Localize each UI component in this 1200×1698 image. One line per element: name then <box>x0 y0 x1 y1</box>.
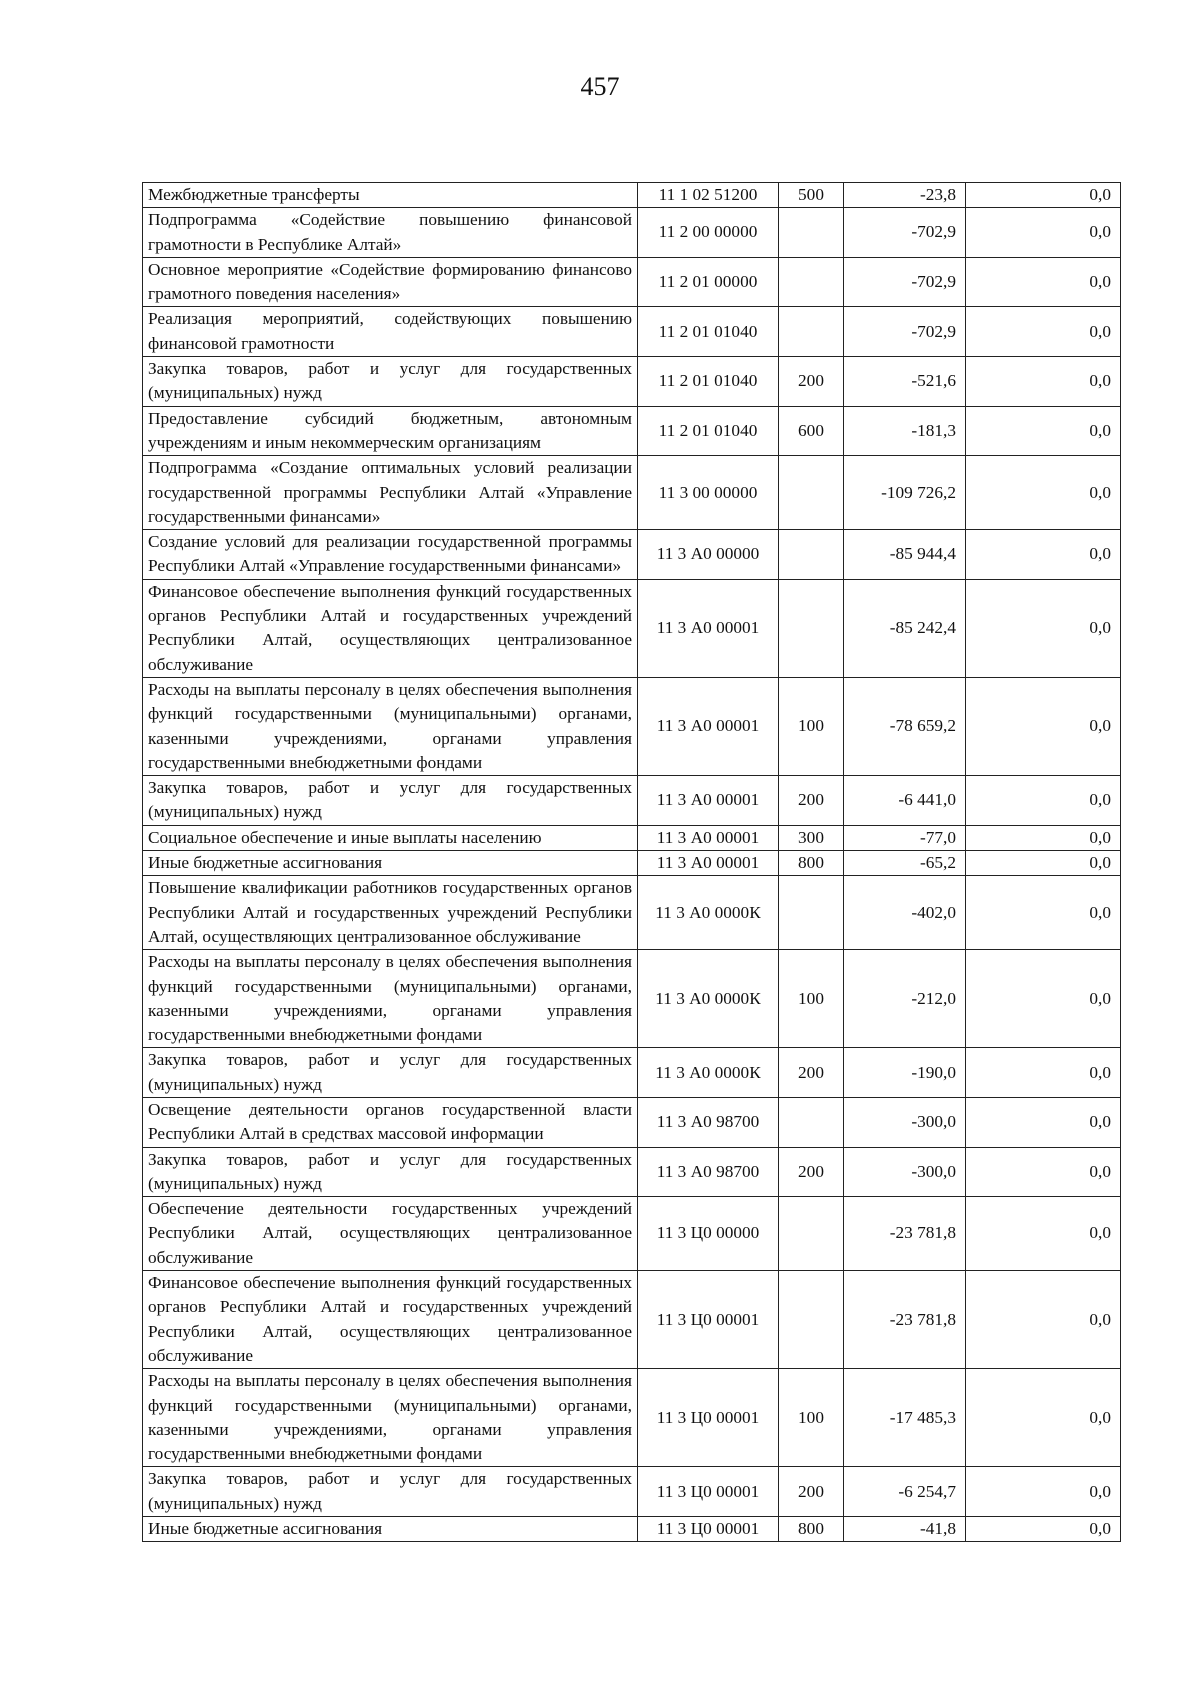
row-code-cell: 11 3 А0 00001 <box>638 776 779 826</box>
row-name-cell: Создание условий для реализации государственной программы Республики Алтай «Управление государственными финансами» <box>143 530 638 580</box>
row-amount-2-cell: 0,0 <box>966 825 1121 850</box>
row-name-cell: Предоставление субсидий бюджетным, автономным учреждениям и иным некоммерческим организациям <box>143 406 638 456</box>
row-amount-1-cell: -17 485,3 <box>844 1369 966 1467</box>
table-row <box>143 876 1121 950</box>
table-body <box>143 183 1121 1542</box>
row-amount-2-cell: 0,0 <box>966 677 1121 775</box>
row-amount-1-cell: -702,9 <box>844 208 966 258</box>
row-name-cell: Финансовое обеспечение выполнения функций государственных органов Республики Алтай и государственных учреждений Республики Алтай, осуществляющих централизованное обслуживание <box>143 579 638 677</box>
row-amount-2-cell: 0,0 <box>966 357 1121 407</box>
row-expense-type-cell: 800 <box>779 1517 844 1542</box>
row-name-cell: Закупка товаров, работ и услуг для государственных (муниципальных) нужд <box>143 776 638 826</box>
row-expense-type-cell <box>779 579 844 677</box>
row-name-cell: Подпрограмма «Создание оптимальных условий реализации государственной программы Республики Алтай «Управление государственными финансами» <box>143 456 638 530</box>
row-amount-1-cell: -23,8 <box>844 183 966 208</box>
row-expense-type-cell: 600 <box>779 406 844 456</box>
row-name-cell: Межбюджетные трансферты <box>143 183 638 208</box>
row-code-cell: 11 2 01 01040 <box>638 406 779 456</box>
row-amount-2-cell: 0,0 <box>966 776 1121 826</box>
row-amount-1-cell: -85 242,4 <box>844 579 966 677</box>
row-code-cell: 11 3 Ц0 00001 <box>638 1467 779 1517</box>
row-expense-type-cell <box>779 208 844 258</box>
row-name-cell: Расходы на выплаты персоналу в целях обеспечения выполнения функций государственными (муниципальными) органами, казенными учреждениями, органами управления государственными внебюджетными фондами <box>143 677 638 775</box>
row-amount-1-cell: -300,0 <box>844 1147 966 1197</box>
table-row <box>143 950 1121 1048</box>
table-row <box>143 825 1121 850</box>
table-row <box>143 183 1121 208</box>
row-code-cell: 11 2 00 00000 <box>638 208 779 258</box>
row-name-cell: Закупка товаров, работ и услуг для государственных (муниципальных) нужд <box>143 1048 638 1098</box>
row-expense-type-cell <box>779 876 844 950</box>
row-amount-1-cell: -181,3 <box>844 406 966 456</box>
table-row <box>143 677 1121 775</box>
row-amount-1-cell: -702,9 <box>844 307 966 357</box>
row-amount-1-cell: -402,0 <box>844 876 966 950</box>
row-amount-2-cell: 0,0 <box>966 406 1121 456</box>
row-amount-2-cell: 0,0 <box>966 530 1121 580</box>
row-amount-2-cell: 0,0 <box>966 1517 1121 1542</box>
row-code-cell: 11 2 01 01040 <box>638 307 779 357</box>
row-amount-1-cell: -77,0 <box>844 825 966 850</box>
row-amount-2-cell: 0,0 <box>966 307 1121 357</box>
row-amount-1-cell: -109 726,2 <box>844 456 966 530</box>
row-amount-1-cell: -212,0 <box>844 950 966 1048</box>
table-row <box>143 1369 1121 1467</box>
row-name-cell: Обеспечение деятельности государственных учреждений Республики Алтай, осуществляющих централизованное обслуживание <box>143 1197 638 1271</box>
row-expense-type-cell <box>779 307 844 357</box>
row-expense-type-cell: 200 <box>779 1147 844 1197</box>
table-row <box>143 1048 1121 1098</box>
table-row <box>143 1147 1121 1197</box>
row-amount-2-cell: 0,0 <box>966 851 1121 876</box>
row-name-cell: Расходы на выплаты персоналу в целях обеспечения выполнения функций государственными (муниципальными) органами, казенными учреждениями, органами управления государственными внебюджетными фондами <box>143 1369 638 1467</box>
row-amount-1-cell: -23 781,8 <box>844 1271 966 1369</box>
row-expense-type-cell: 100 <box>779 1369 844 1467</box>
row-expense-type-cell: 200 <box>779 776 844 826</box>
row-code-cell: 11 3 А0 98700 <box>638 1097 779 1147</box>
row-code-cell: 11 3 00 00000 <box>638 456 779 530</box>
row-expense-type-cell <box>779 530 844 580</box>
row-amount-1-cell: -190,0 <box>844 1048 966 1098</box>
row-amount-2-cell: 0,0 <box>966 257 1121 307</box>
row-amount-2-cell: 0,0 <box>966 1048 1121 1098</box>
row-code-cell: 11 3 А0 0000К <box>638 950 779 1048</box>
page-number: 457 <box>580 72 620 101</box>
row-code-cell: 11 1 02 51200 <box>638 183 779 208</box>
table-row <box>143 1197 1121 1271</box>
row-code-cell: 11 3 Ц0 00001 <box>638 1369 779 1467</box>
row-name-cell: Финансовое обеспечение выполнения функций государственных органов Республики Алтай и государственных учреждений Республики Алтай, осуществляющих централизованное обслуживание <box>143 1271 638 1369</box>
row-code-cell: 11 3 А0 00001 <box>638 851 779 876</box>
table-row <box>143 851 1121 876</box>
row-name-cell: Закупка товаров, работ и услуг для государственных (муниципальных) нужд <box>143 1147 638 1197</box>
row-amount-2-cell: 0,0 <box>966 1467 1121 1517</box>
row-expense-type-cell <box>779 1197 844 1271</box>
row-code-cell: 11 3 А0 00000 <box>638 530 779 580</box>
row-name-cell: Основное мероприятие «Содействие формированию финансово грамотного поведения населения» <box>143 257 638 307</box>
row-expense-type-cell: 200 <box>779 1048 844 1098</box>
table-row <box>143 776 1121 826</box>
row-amount-2-cell: 0,0 <box>966 579 1121 677</box>
row-amount-2-cell: 0,0 <box>966 1369 1121 1467</box>
table-row <box>143 257 1121 307</box>
table-row <box>143 456 1121 530</box>
row-name-cell: Закупка товаров, работ и услуг для государственных (муниципальных) нужд <box>143 1467 638 1517</box>
row-expense-type-cell: 500 <box>779 183 844 208</box>
table-row <box>143 406 1121 456</box>
row-name-cell: Освещение деятельности органов государственной власти Республики Алтай в средствах массовой информации <box>143 1097 638 1147</box>
row-amount-2-cell: 0,0 <box>966 1271 1121 1369</box>
row-code-cell: 11 3 А0 00001 <box>638 677 779 775</box>
row-name-cell: Социальное обеспечение и иные выплаты населению <box>143 825 638 850</box>
table-row <box>143 530 1121 580</box>
row-expense-type-cell: 200 <box>779 1467 844 1517</box>
row-name-cell: Иные бюджетные ассигнования <box>143 851 638 876</box>
row-name-cell: Расходы на выплаты персоналу в целях обеспечения выполнения функций государственными (муниципальными) органами, казенными учреждениями, органами управления государственными внебюджетными фондами <box>143 950 638 1048</box>
table-row <box>143 307 1121 357</box>
row-code-cell: 11 3 А0 00001 <box>638 579 779 677</box>
table-row <box>143 1517 1121 1542</box>
row-expense-type-cell: 200 <box>779 357 844 407</box>
row-name-cell: Реализация мероприятий, содействующих повышению финансовой грамотности <box>143 307 638 357</box>
row-amount-1-cell: -521,6 <box>844 357 966 407</box>
row-amount-1-cell: -23 781,8 <box>844 1197 966 1271</box>
row-name-cell: Иные бюджетные ассигнования <box>143 1517 638 1542</box>
row-name-cell: Закупка товаров, работ и услуг для государственных (муниципальных) нужд <box>143 357 638 407</box>
row-amount-1-cell: -78 659,2 <box>844 677 966 775</box>
row-amount-2-cell: 0,0 <box>966 183 1121 208</box>
row-amount-2-cell: 0,0 <box>966 876 1121 950</box>
row-expense-type-cell <box>779 456 844 530</box>
row-amount-1-cell: -300,0 <box>844 1097 966 1147</box>
row-expense-type-cell: 100 <box>779 677 844 775</box>
row-amount-1-cell: -85 944,4 <box>844 530 966 580</box>
row-amount-2-cell: 0,0 <box>966 1147 1121 1197</box>
table-row <box>143 357 1121 407</box>
row-amount-1-cell: -6 254,7 <box>844 1467 966 1517</box>
table-row <box>143 1097 1121 1147</box>
row-expense-type-cell <box>779 1271 844 1369</box>
row-code-cell: 11 2 01 00000 <box>638 257 779 307</box>
row-amount-2-cell: 0,0 <box>966 1097 1121 1147</box>
table-row <box>143 208 1121 258</box>
row-amount-2-cell: 0,0 <box>966 456 1121 530</box>
row-amount-2-cell: 0,0 <box>966 950 1121 1048</box>
row-code-cell: 11 2 01 01040 <box>638 357 779 407</box>
row-expense-type-cell <box>779 1097 844 1147</box>
budget-table <box>142 182 1121 1542</box>
row-code-cell: 11 3 А0 0000К <box>638 1048 779 1098</box>
row-code-cell: 11 3 А0 00001 <box>638 825 779 850</box>
row-code-cell: 11 3 Ц0 00001 <box>638 1517 779 1542</box>
row-amount-1-cell: -702,9 <box>844 257 966 307</box>
table-row <box>143 579 1121 677</box>
row-name-cell: Подпрограмма «Содействие повышению финансовой грамотности в Республике Алтай» <box>143 208 638 258</box>
row-expense-type-cell: 800 <box>779 851 844 876</box>
row-expense-type-cell <box>779 257 844 307</box>
row-code-cell: 11 3 А0 98700 <box>638 1147 779 1197</box>
row-amount-1-cell: -6 441,0 <box>844 776 966 826</box>
row-amount-1-cell: -41,8 <box>844 1517 966 1542</box>
row-code-cell: 11 3 А0 0000К <box>638 876 779 950</box>
row-code-cell: 11 3 Ц0 00000 <box>638 1197 779 1271</box>
row-expense-type-cell: 300 <box>779 825 844 850</box>
table-row <box>143 1271 1121 1369</box>
table-row <box>143 1467 1121 1517</box>
row-expense-type-cell: 100 <box>779 950 844 1048</box>
row-name-cell: Повышение квалификации работников государственных органов Республики Алтай и государственных учреждений Республики Алтай, осуществляющих централизованное обслуживание <box>143 876 638 950</box>
row-amount-2-cell: 0,0 <box>966 1197 1121 1271</box>
row-code-cell: 11 3 Ц0 00001 <box>638 1271 779 1369</box>
row-amount-2-cell: 0,0 <box>966 208 1121 258</box>
row-amount-1-cell: -65,2 <box>844 851 966 876</box>
